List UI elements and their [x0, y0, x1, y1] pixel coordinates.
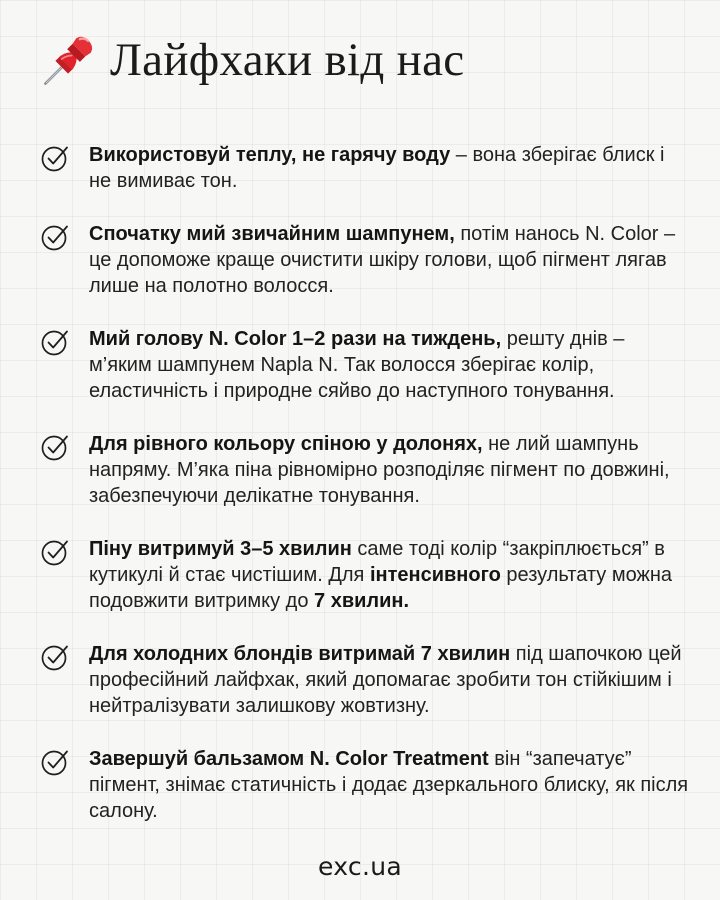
checkmark-circle-icon [40, 432, 70, 462]
tip-item [40, 536, 690, 614]
tip-bold-text: 7 хвилин. [314, 590, 410, 612]
tips-list [40, 142, 690, 851]
header [40, 30, 464, 90]
page-title: Лайфхаки від нас [110, 34, 465, 86]
pushpin-icon [40, 31, 98, 89]
tip-item [40, 746, 690, 824]
tip-bold-text: Піну витримуй 3–5 хвилин [89, 538, 352, 560]
tip-regular-text: – вона зберігає блиск і не вимиває тон. [89, 144, 665, 192]
checkmark-circle-icon [40, 327, 70, 357]
tip-regular-text: не лий шампунь напряму. М’яка піна рівномірно розподіляє пігмент по довжині, забезпечуючи делікатне тонування. [89, 433, 670, 507]
tip-regular-text: під шапочкою цей професійний лайфхак, який допомагає зробити тон стійкішим і нейтралізувати залишкову жовтизну. [89, 643, 682, 717]
tip-text [89, 431, 689, 509]
tip-bold-text: інтенсивного [369, 564, 501, 586]
tip-item [40, 431, 690, 509]
tip-regular-text: потім нанось N. Color – це допоможе краще очистити шкіру голови, щоб пігмент лягав лише на полотно волосся. [89, 223, 676, 297]
tip-item [40, 221, 690, 299]
checkmark-circle-icon [40, 222, 70, 252]
tip-text [89, 326, 689, 404]
tip-item [40, 142, 690, 194]
tip-text [89, 641, 689, 719]
checkmark-circle-icon [40, 642, 70, 672]
checkmark-circle-icon [40, 747, 70, 777]
tip-bold-text: Для рівного кольору спіною у долонях, [89, 433, 483, 455]
tip-regular-text: решту днів – м’яким шампунем Napla N. Так волосся зберігає колір, еластичність і природне сяйво до наступного тонування. [89, 328, 625, 402]
tip-text [89, 746, 689, 824]
tip-bold-text: Використовуй теплу, не гарячу воду [89, 144, 451, 166]
tip-bold-text: Завершуй бальзамом N. Color Treatment [89, 748, 489, 770]
tip-regular-text: він “запечатує” пігмент, знімає статичність і додає дзеркального блиску, як після салону. [89, 748, 689, 822]
tip-text [89, 536, 689, 614]
tip-item [40, 641, 690, 719]
tip-text [89, 142, 689, 194]
checkmark-circle-icon [40, 143, 70, 173]
tip-bold-text: Мий голову N. Color 1–2 рази на тиждень, [89, 328, 502, 350]
tip-regular-text: результату можна подовжити витримку до [89, 564, 673, 612]
tip-bold-text: Для холодних блондів витримай 7 хвилин [89, 643, 511, 665]
tip-item [40, 326, 690, 404]
checkmark-circle-icon [40, 537, 70, 567]
tip-text [89, 221, 689, 299]
tip-bold-text: Спочатку мий звичайним шампунем, [89, 223, 455, 245]
footer-site: exc.ua [318, 852, 402, 881]
tip-regular-text: саме тоді колір “закріплюється” в кутикулі й стає чистішим. Для [89, 538, 665, 586]
